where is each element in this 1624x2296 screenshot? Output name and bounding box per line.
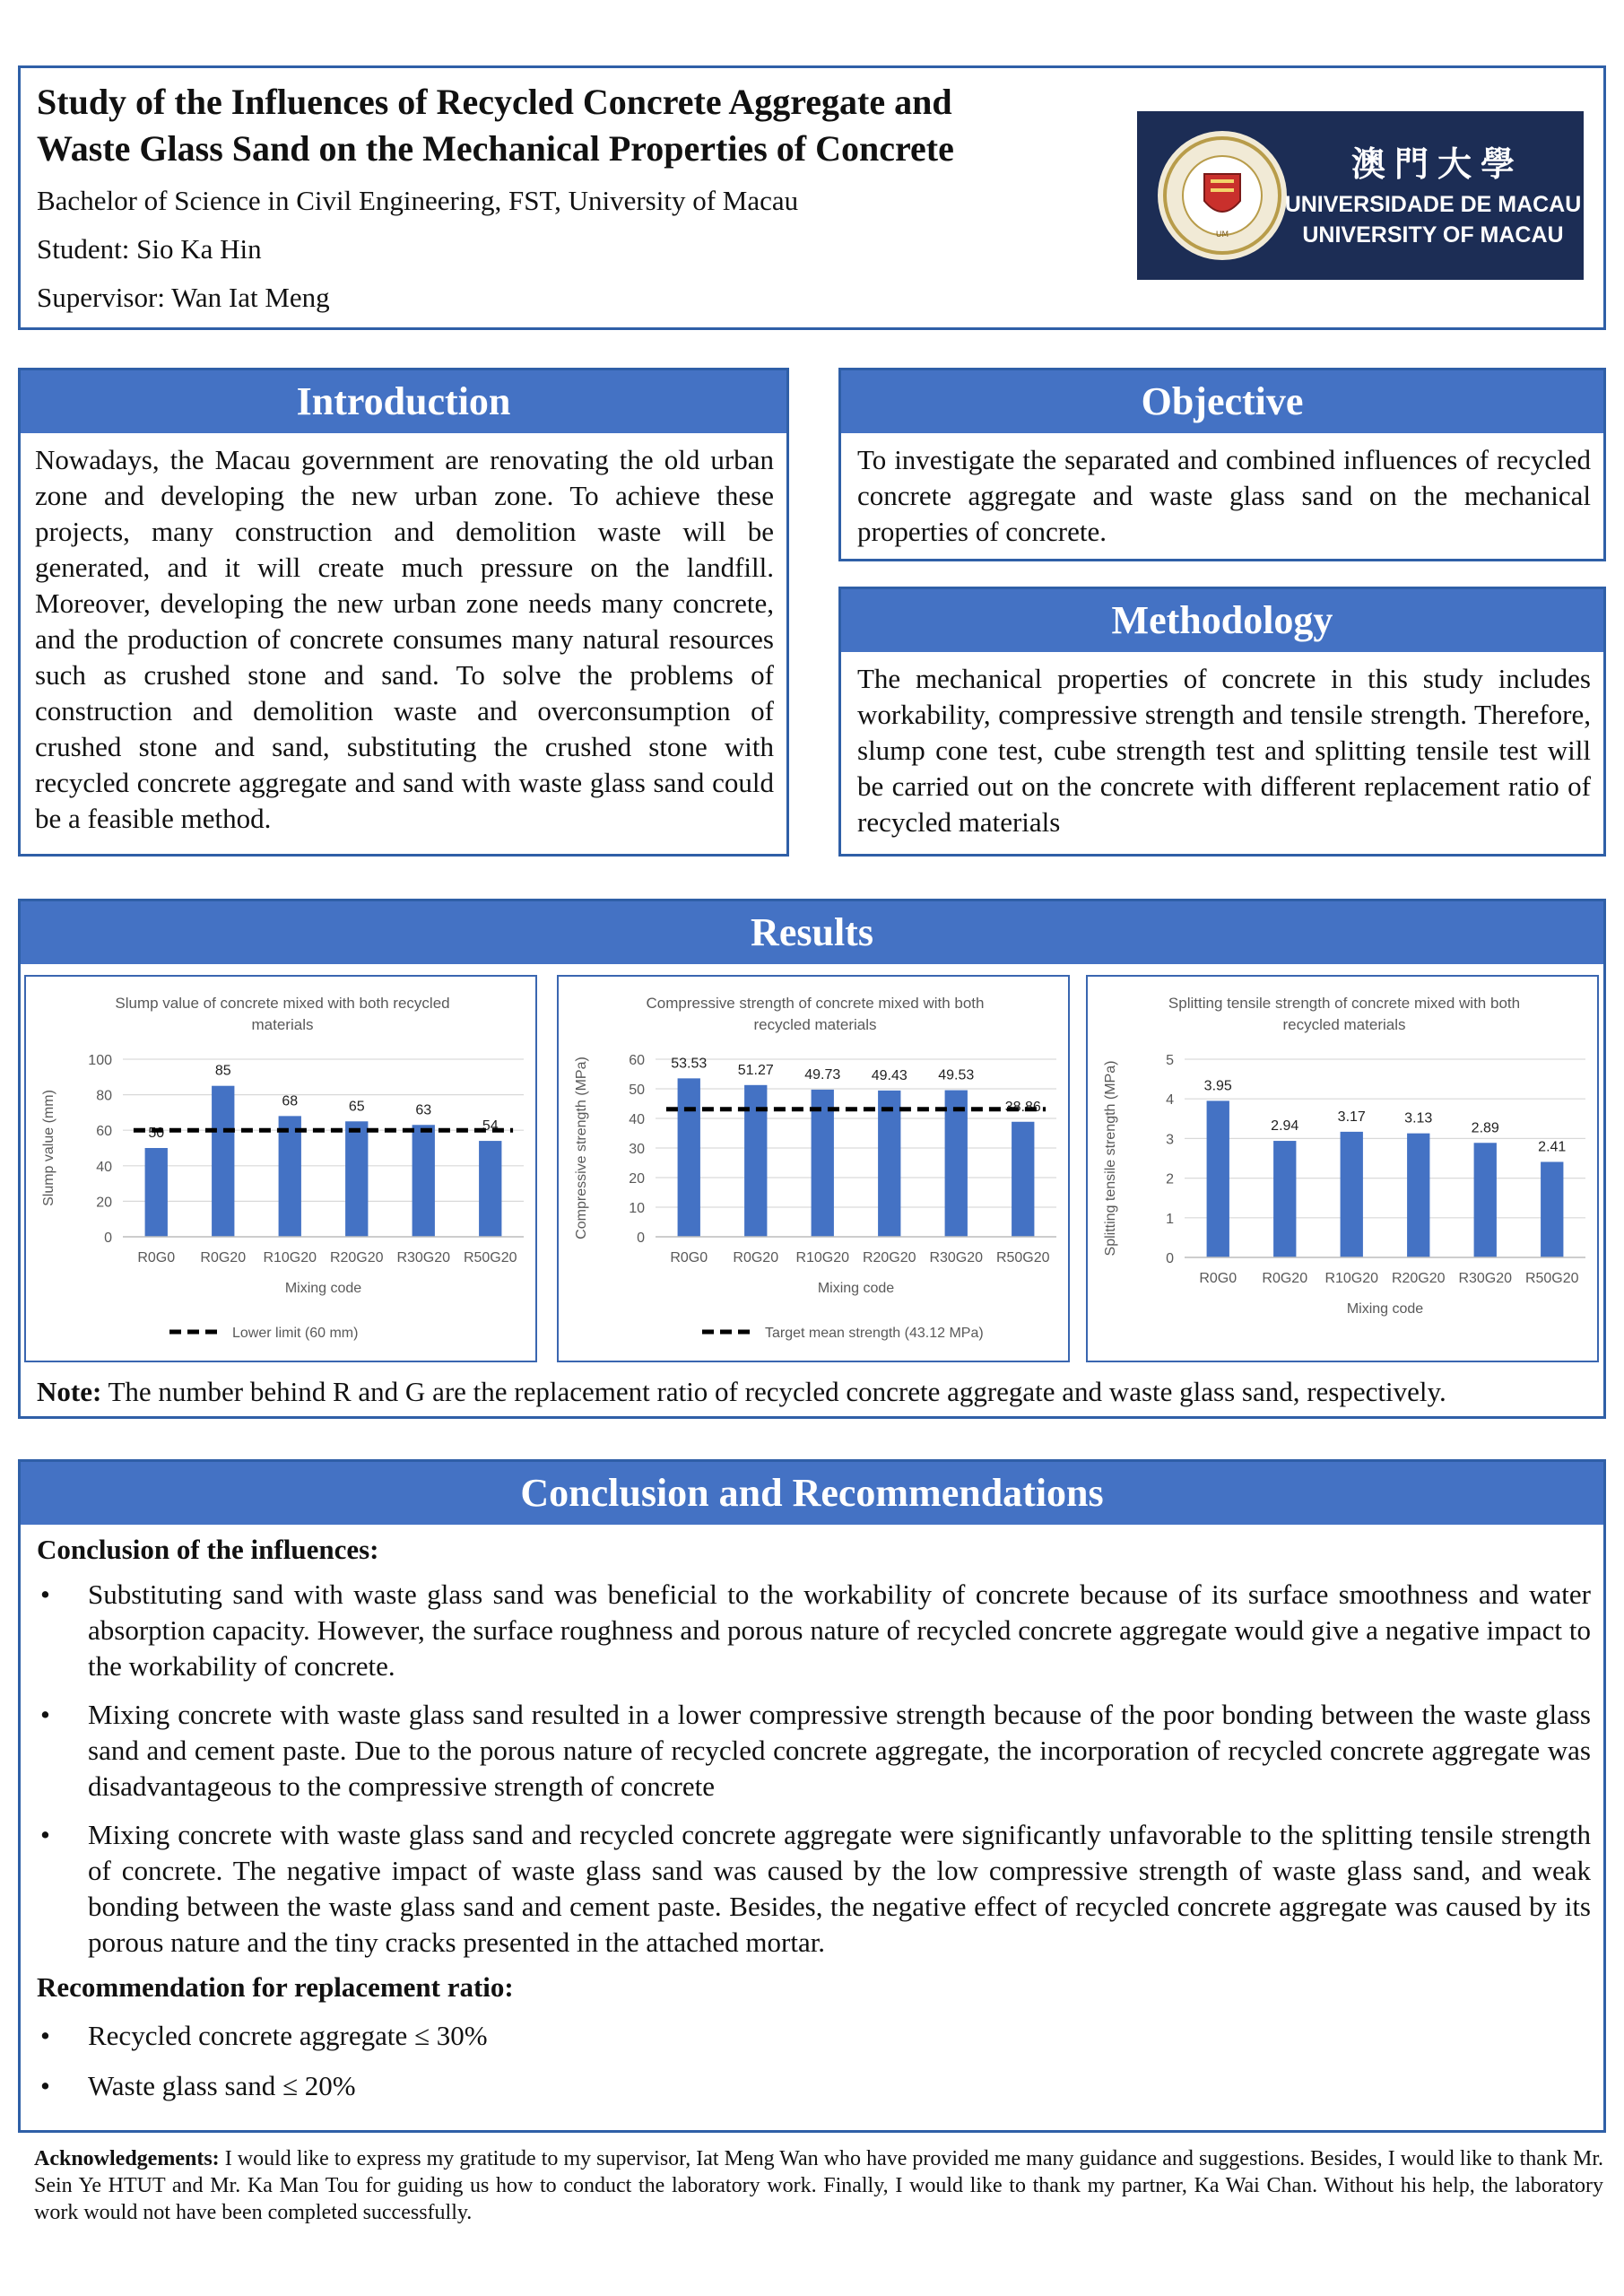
x-tick-label: R50G20 [995, 1250, 1050, 1265]
logo-chinese-text: 澳門大學 [1350, 144, 1524, 184]
data-label: 63 [415, 1102, 432, 1118]
supervisor-text: Supervisor: Wan Iat Meng [37, 282, 330, 313]
chart-title: recycled materials [753, 1016, 877, 1033]
note-text: The number behind R and G are the replacement ratio of recycled concrete aggregate and waste glass sand, respectively. [101, 1376, 1446, 1407]
data-label: 68 [282, 1093, 299, 1109]
data-label: 38.86 [1004, 1099, 1041, 1115]
conclusion-subheading: Conclusion of the influences: [37, 1534, 379, 1565]
x-tick-label: R0G20 [200, 1250, 247, 1265]
chart-title: Splitting tensile strength of concrete mixed with both [1168, 995, 1521, 1012]
x-tick-label: R30G20 [396, 1250, 451, 1265]
y-tick-label: 5 [1166, 1053, 1174, 1068]
bar [878, 1091, 900, 1237]
x-axis-label: Mixing code [1346, 1301, 1424, 1317]
methodology-heading: Methodology [841, 589, 1603, 652]
data-label: 50 [148, 1126, 165, 1141]
conclusion-bullet-text: Mixing concrete with waste glass sand resulted in a lower compressive strength because of the poor bonding between the waste glass sand and cement paste. Due to the porous nature of recycled concrete aggregate, the incorporation of recycled concrete aggregate was disadvantageous to the compressive strength of concrete [88, 1699, 1591, 1802]
data-label: 51.27 [737, 1062, 774, 1078]
logo-portuguese-text: UNIVERSIDADE DE MACAU [1284, 192, 1582, 217]
chart-title: recycled materials [1282, 1016, 1406, 1033]
data-label: 54 [482, 1118, 499, 1135]
tensile-chart [1088, 977, 1601, 1364]
data-label: 3.95 [1203, 1078, 1232, 1094]
bar [1207, 1100, 1229, 1257]
bar [145, 1148, 168, 1237]
y-tick-label: 80 [96, 1088, 112, 1104]
methodology-text: The mechanical properties of concrete in this study includes workability, compressive strength and tensile strength. Therefore, slump cone test, cube strength test and splitting tensile test will be carried out on the concrete with different replacement ratio of recycled materials [857, 663, 1591, 838]
x-tick-label: R0G20 [1262, 1271, 1308, 1286]
recommendation-text: Waste glass sand ≤ 20% [88, 2070, 356, 2101]
y-tick-label: 0 [1166, 1251, 1174, 1266]
y-axis-label: Slump value (mm) [41, 1090, 56, 1206]
bar [345, 1121, 368, 1237]
title-line-1: Study of the Influences of Recycled Concrete Aggregate and [37, 82, 952, 122]
x-tick-label: R20G20 [1391, 1271, 1446, 1286]
data-label: 49.73 [804, 1066, 841, 1083]
y-tick-label: 4 [1166, 1092, 1174, 1109]
x-tick-label: R20G20 [329, 1250, 384, 1265]
data-label: 3.13 [1404, 1110, 1433, 1126]
bullet-icon: • [40, 1578, 50, 1610]
x-tick-label: R0G0 [137, 1250, 176, 1265]
results-note [37, 1374, 1446, 1410]
bar [678, 1078, 700, 1237]
data-label: 2.41 [1538, 1139, 1567, 1155]
data-label: 2.94 [1271, 1118, 1299, 1135]
recommendation-bullet [37, 2018, 1591, 2054]
y-tick-label: 0 [104, 1231, 112, 1246]
bar [945, 1091, 968, 1237]
objective-heading: Objective [841, 370, 1603, 433]
slump-chart [26, 977, 539, 1364]
x-tick-label: R30G20 [1458, 1271, 1513, 1286]
recommendation-subheading: Recommendation for replacement ratio: [37, 1971, 514, 2003]
x-tick-label: R0G0 [670, 1250, 708, 1265]
y-tick-label: 10 [629, 1201, 645, 1216]
y-tick-label: 60 [629, 1053, 645, 1068]
poster-header [18, 65, 1606, 330]
recommendation-text: Recycled concrete aggregate ≤ 30% [88, 2020, 488, 2051]
data-label: 49.43 [871, 1067, 908, 1083]
conclusion-bullet [37, 1697, 1591, 1805]
y-tick-label: 40 [629, 1112, 645, 1127]
bullet-icon: • [40, 1699, 50, 1730]
tensile-chart-panel [1086, 975, 1599, 1362]
acknowledgements [34, 2145, 1603, 2226]
x-tick-label: R20G20 [862, 1250, 916, 1265]
bar [479, 1141, 501, 1237]
y-axis-label: Splitting tensile strength (MPa) [1103, 1060, 1118, 1257]
x-tick-label: R10G20 [795, 1250, 850, 1265]
university-logo [1137, 111, 1584, 280]
bar [812, 1090, 834, 1237]
y-tick-label: 20 [96, 1195, 112, 1211]
y-tick-label: 60 [96, 1124, 112, 1140]
legend-label: Lower limit (60 mm) [232, 1326, 359, 1341]
conclusion-heading: Conclusion and Recommendations [21, 1462, 1603, 1525]
methodology-section [838, 587, 1606, 857]
x-tick-label: R10G20 [1324, 1271, 1379, 1286]
x-tick-label: R50G20 [463, 1250, 517, 1265]
recommendation-bullet [37, 2068, 1591, 2104]
objective-section [838, 368, 1606, 561]
bar [1474, 1143, 1497, 1257]
bar [413, 1125, 435, 1237]
bar [1273, 1141, 1296, 1257]
y-tick-label: 40 [96, 1159, 112, 1175]
conclusion-section [18, 1459, 1606, 2133]
x-tick-label: R50G20 [1524, 1271, 1579, 1286]
x-tick-label: R30G20 [929, 1250, 984, 1265]
x-axis-label: Mixing code [817, 1281, 895, 1296]
data-label: 2.89 [1471, 1120, 1499, 1136]
note-label: Note: [37, 1376, 102, 1407]
bullet-icon: • [40, 2070, 50, 2101]
y-tick-label: 1 [1166, 1211, 1174, 1227]
poster-title [37, 79, 1131, 172]
bar [1012, 1122, 1034, 1237]
y-axis-label: Compressive strength (MPa) [574, 1057, 589, 1239]
data-label: 49.53 [938, 1067, 975, 1083]
bar [279, 1116, 301, 1237]
conclusion-bullet [37, 1817, 1591, 1961]
conclusion-bullet [37, 1577, 1591, 1684]
y-tick-label: 0 [637, 1231, 645, 1246]
results-heading: Results [21, 901, 1603, 964]
y-tick-label: 3 [1166, 1132, 1174, 1148]
introduction-section [18, 368, 789, 857]
acknowledgements-text: I would like to express my gratitude to my supervisor, Iat Meng Wan who have provided me many guidance and suggestions. Besides, I would like to thank Mr. Sein Ye HTUT and Mr. Ka Man Tou for guiding us how to conduct the laboratory work. Finally, I would like to thank my partner, Ka Wai Chan. Without his help, the laboratory work would not have been completed successfully. [34, 2147, 1603, 2224]
program-text: Bachelor of Science in Civil Engineering, FST, University of Macau [37, 185, 799, 216]
bullet-icon: • [40, 1819, 50, 1850]
data-label: 3.17 [1337, 1109, 1366, 1125]
x-tick-label: R0G0 [1199, 1271, 1238, 1286]
acknowledgements-label: Acknowledgements: [34, 2147, 220, 2170]
conclusion-bullet-text: Substituting sand with waste glass sand was beneficial to the workability of concrete because of its surface smoothness and water absorption capacity. However, the surface roughness and porous nature of recycled concrete aggregate would give a negative impact to the workability of concrete. [88, 1578, 1591, 1682]
chart-title: Slump value of concrete mixed with both recycled [115, 995, 450, 1012]
chart-title: Compressive strength of concrete mixed with both [646, 995, 985, 1012]
conclusion-body [21, 1525, 1603, 2104]
compressive-chart-panel [557, 975, 1070, 1362]
logo-english-text: UNIVERSITY OF MACAU [1302, 222, 1564, 248]
y-tick-label: 100 [88, 1053, 112, 1068]
bar [1407, 1134, 1429, 1257]
svg-text:UM: UM [1215, 230, 1229, 239]
compressive-chart [559, 977, 1072, 1364]
introduction-heading: Introduction [21, 370, 786, 433]
title-line-2: Waste Glass Sand on the Mechanical Properties of Concrete [37, 128, 954, 169]
data-label: 53.53 [671, 1056, 708, 1072]
data-label: 65 [348, 1099, 365, 1115]
x-tick-label: R0G20 [733, 1250, 779, 1265]
x-axis-label: Mixing code [284, 1281, 362, 1296]
y-tick-label: 30 [629, 1142, 645, 1157]
chart-title: materials [251, 1016, 314, 1033]
slump-chart-panel [24, 975, 537, 1362]
y-tick-label: 2 [1166, 1171, 1174, 1187]
student-text: Student: Sio Ka Hin [37, 233, 262, 265]
introduction-text: Nowadays, the Macau government are renovating the old urban zone and developing the new urban zone. To achieve these projects, many construction and demolition waste will be generated, and it will create much pressure on the landfill. Moreover, developing the new urban zone needs many concrete, and the production of concrete consumes many natural resources such as crushed stone and sand. To solve the problems of construction and demolition waste and overconsumption of crushed stone and sand, substituting the crushed stone with recycled concrete aggregate and sand with waste glass sand could be a feasible method. [35, 444, 774, 834]
y-tick-label: 20 [629, 1171, 645, 1187]
objective-text: To investigate the separated and combined influences of recycled concrete aggregate and waste glass sand on the mechanical properties of concrete. [857, 444, 1591, 547]
y-tick-label: 50 [629, 1083, 645, 1098]
bullet-icon: • [40, 2020, 50, 2051]
bar [1541, 1161, 1563, 1257]
data-label: 85 [214, 1063, 231, 1079]
legend-label: Target mean strength (43.12 MPa) [765, 1326, 984, 1341]
bar [1341, 1132, 1363, 1257]
conclusion-bullet-text: Mixing concrete with waste glass sand and recycled concrete aggregate were significantly unfavorable to the splitting tensile strength of concrete. The negative impact of waste glass sand was caused by the low compressive strength of waste glass sand, and weak bonding between the waste glass sand and cement paste. Besides, the negative effect of recycled concrete aggregate was caused by its porous nature and the tiny cracks presented in the attached mortar. [88, 1819, 1591, 1958]
x-tick-label: R10G20 [263, 1250, 317, 1265]
bar [212, 1086, 234, 1237]
